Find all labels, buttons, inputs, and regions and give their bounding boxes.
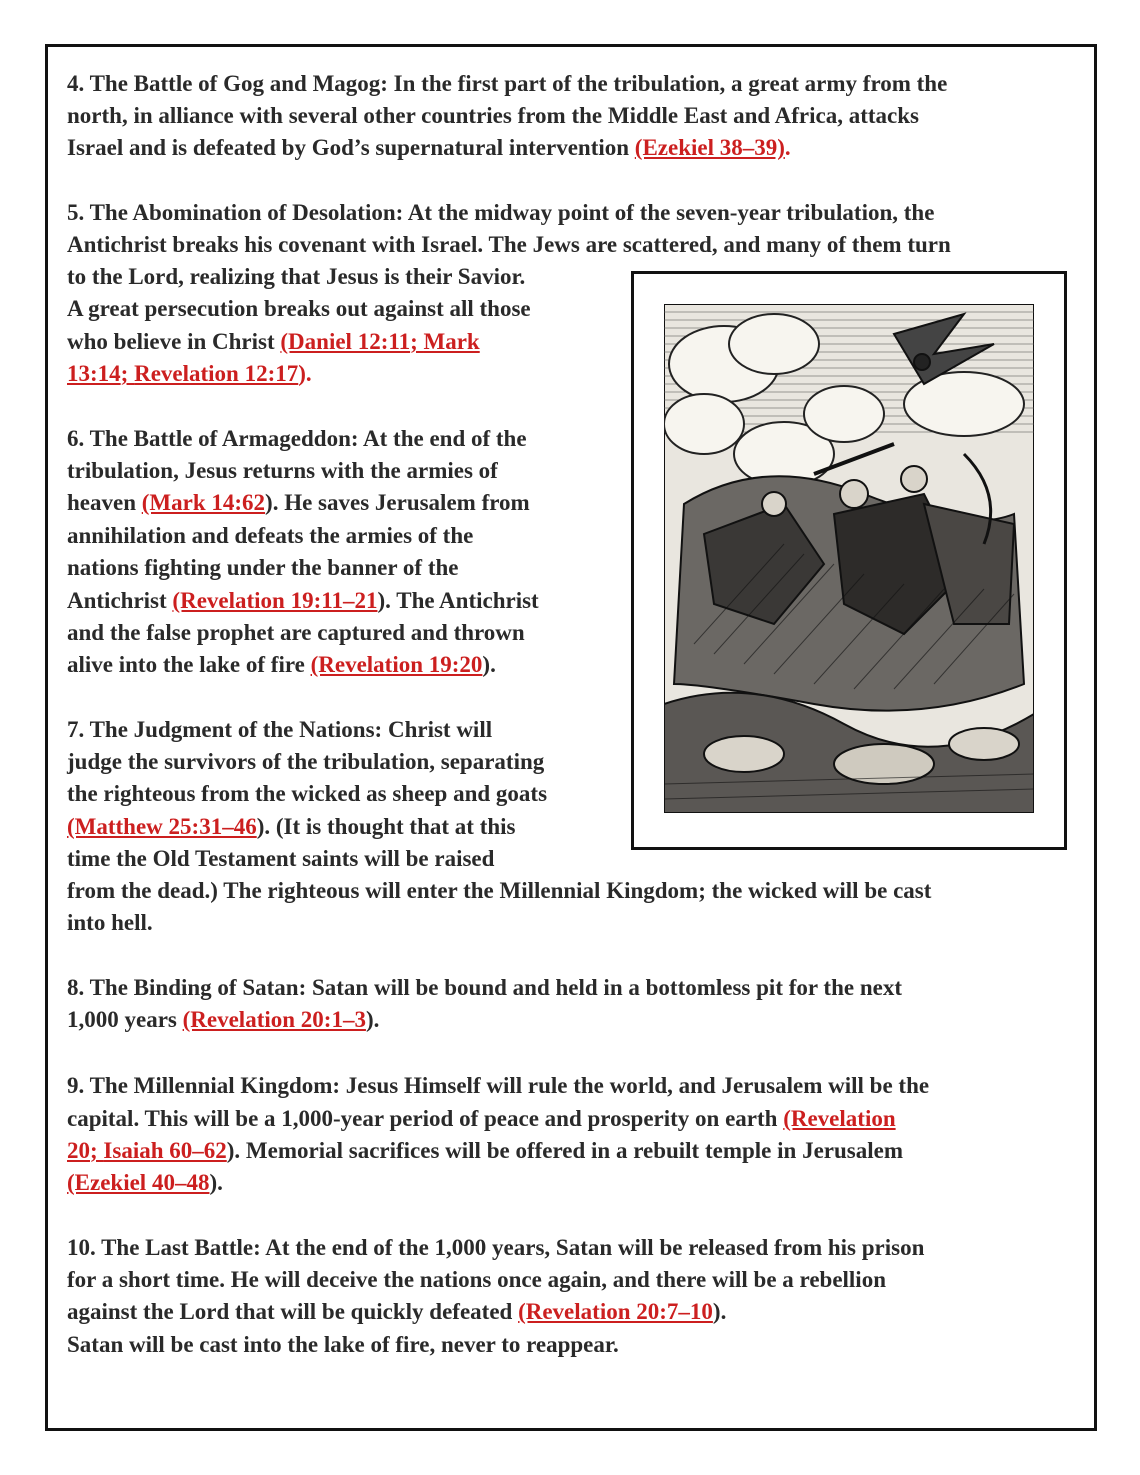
section-7-line-2: judge the survivors of the tribulation, separating: [67, 749, 545, 774]
section-5-line-1: 5. The Abomination of Desolation: At the midway point of the seven-year tribulation, the: [67, 200, 935, 225]
section-6-line-5: nations fighting under the banner of the: [67, 555, 459, 580]
illustration-frame: [631, 271, 1067, 850]
section-7-line-7: into hell.: [67, 910, 153, 935]
section-9-line-4: (Ezekiel 40–48).: [67, 1170, 223, 1195]
section-5-line-3: to the Lord, realizing that Jesus is their Savior.: [67, 264, 526, 289]
ref-revelation-20-1-3[interactable]: (Revelation 20:1–3: [182, 1007, 366, 1032]
section-6-line-6: Antichrist (Revelation 19:11–21). The Antichrist: [67, 588, 539, 613]
ref-mark-13-14-part2[interactable]: 13:14: [67, 361, 121, 386]
section-7-line-4: (Matthew 25:31–46). (It is thought that at this: [67, 814, 516, 839]
section-10-line-4: Satan will be cast into the lake of fire, never to reappear.: [67, 1332, 619, 1357]
ref-revelation-20-7-10[interactable]: (Revelation 20:7–10: [518, 1299, 713, 1324]
ref-revelation-19-11-21[interactable]: (Revelation 19:11–21: [172, 588, 378, 613]
section-9-line-1: 9. The Millennial Kingdom: Jesus Himself will rule the world, and Jerusalem will be the: [67, 1073, 930, 1098]
section-10-line-2: for a short time. He will deceive the nations once again, and there will be a rebellion: [67, 1267, 886, 1292]
section-6-line-2: tribulation, Jesus returns with the armies of: [67, 458, 498, 483]
section-6-line-3: heaven (Mark 14:62). He saves Jerusalem from: [67, 490, 530, 515]
ref-revelation-20-part2[interactable]: 20: [67, 1138, 90, 1163]
ref-daniel-12-11[interactable]: (Daniel 12:11: [280, 329, 411, 354]
section-6-line-8: alive into the lake of fire (Revelation 19:20).: [67, 652, 496, 677]
section-6-line-4: annihilation and defeats the armies of the: [67, 523, 474, 548]
section-7-line-1: 7. The Judgment of the Nations: Christ will: [67, 717, 493, 742]
section-9-line-3: 20; Isaiah 60–62). Memorial sacrifices will be offered in a rebuilt temple in Jerusalem: [67, 1138, 903, 1163]
section-9-line-2: capital. This will be a 1,000-year period of peace and prosperity on earth (Revelation: [67, 1106, 896, 1131]
ref-ezekiel-40-48[interactable]: (Ezekiel 40–48: [67, 1170, 210, 1195]
ref-isaiah-60-62[interactable]: Isaiah 60–62: [103, 1138, 227, 1163]
section-5-line-5: who believe in Christ (Daniel 12:11; Mark: [67, 329, 480, 354]
ref-ezekiel-38-39[interactable]: (Ezekiel 38–39): [634, 135, 785, 160]
section-4-line-2: north, in alliance with several other countries from the Middle East and Africa, attacks: [67, 103, 919, 128]
section-6-line-1: 6. The Battle of Armageddon: At the end of the: [67, 426, 527, 451]
section-4-line-3: Israel and is defeated by God’s supernatural intervention (Ezekiel 38–39).: [67, 135, 791, 160]
section-5-line-6: 13:14; Revelation 12:17).: [67, 361, 312, 386]
ref-revelation-20-part1[interactable]: (Revelation: [783, 1106, 896, 1131]
section-7-line-6: from the dead.) The righteous will enter the Millennial Kingdom; the wicked will be cast: [67, 878, 932, 903]
section-8-line-2: 1,000 years (Revelation 20:1–3).: [67, 1007, 380, 1032]
section-4-line-1: 4. The Battle of Gog and Magog: In the first part of the tribulation, a great army from the: [67, 71, 948, 96]
section-10-line-1: 10. The Last Battle: At the end of the 1,000 years, Satan will be released from his prison: [67, 1235, 925, 1260]
section-10-line-3: against the Lord that will be quickly defeated (Revelation 20:7–10).: [67, 1299, 727, 1324]
ref-matthew-25-31-46[interactable]: (Matthew 25:31–46: [67, 814, 257, 839]
four-horsemen-woodcut-image: [664, 304, 1034, 813]
section-8-line-1: 8. The Binding of Satan: Satan will be bound and held in a bottomless pit for the next: [67, 975, 902, 1000]
ref-revelation-12-17[interactable]: Revelation 12:17: [134, 361, 299, 386]
section-6-line-7: and the false prophet are captured and thrown: [67, 620, 525, 645]
ref-revelation-19-20[interactable]: (Revelation 19:20: [310, 652, 483, 677]
section-5-line-4: A great persecution breaks out against all those: [67, 296, 531, 321]
ref-mark-14-62[interactable]: (Mark 14:62: [141, 490, 266, 515]
section-7-line-3: the righteous from the wicked as sheep and goats: [67, 781, 548, 806]
section-5-line-2: Antichrist breaks his covenant with Israel. The Jews are scattered, and many of them turn: [67, 232, 951, 257]
section-7-line-5: time the Old Testament saints will be raised: [67, 846, 495, 871]
ref-mark-13-14-part1[interactable]: Mark: [423, 329, 480, 354]
